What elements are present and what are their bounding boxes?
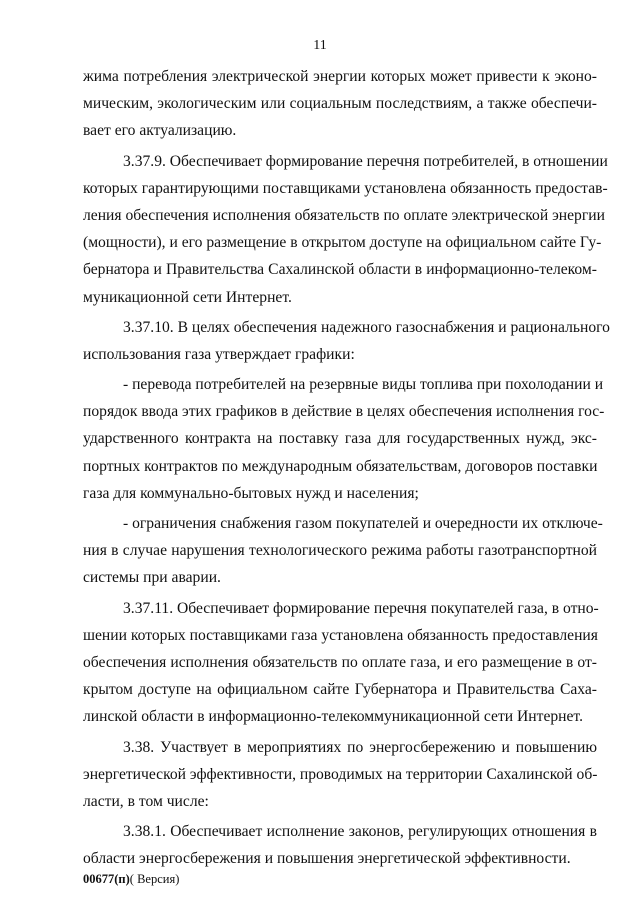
- document-version: ( Версия): [129, 872, 180, 886]
- page-number: 11: [313, 38, 327, 53]
- text-line: 3.38.1. Обеспечивает исполнение законов, регулирующих отношения в: [123, 823, 597, 841]
- paragraph: [83, 63, 597, 145]
- text-line: 3.38. Участвует в мероприятиях по энергосбережению и повышению: [123, 738, 597, 756]
- text-line: портных контрактов по международным обязательствам, договоров поставки: [83, 457, 598, 475]
- text-line: ласти, в том числе:: [83, 792, 209, 810]
- document-footer: [83, 872, 179, 887]
- text-line: газа для коммунально-бытовых нужд и населения;: [83, 484, 419, 502]
- text-line: 3.37.11. Обеспечивает формирование перечня покупателей газа, в отно-: [123, 599, 599, 617]
- text-line: ния в случае нарушения технологического режима работы газотранспортной: [83, 542, 597, 560]
- text-line: которых гарантирующими поставщиками установлена обязанность предостав-: [83, 179, 608, 197]
- paragraph: [83, 314, 610, 368]
- text-line: - перевода потребителей на резервные виды топлива при похолодании и: [123, 376, 604, 394]
- text-line: 3.37.10. В целях обеспечения надежного газоснабжения и рационального: [123, 318, 610, 336]
- text-line: муникационной сети Интернет.: [83, 288, 292, 306]
- text-line: крытом доступе на официальном сайте Губернатора и Правительства Саха-: [83, 681, 597, 699]
- text-line: области энергосбережения и повышения энергетической эффективности.: [83, 850, 571, 868]
- paragraph: [83, 734, 597, 816]
- text-line: ления обеспечения исполнения обязательств по оплате электрической энергии: [83, 206, 605, 224]
- text-line: ударственного контракта на поставку газа для государственных нужд, экс-: [83, 430, 597, 448]
- text-line: жима потребления электрической энергии которых может привести к эконо-: [83, 68, 597, 85]
- paragraph: [83, 371, 605, 507]
- text-line: (мощности), и его размещение в открытом доступе на официальном сайте Гу-: [83, 234, 602, 252]
- text-line: использования газа утверждает графики:: [83, 345, 355, 363]
- paragraph: [83, 818, 597, 872]
- document-body: [83, 63, 610, 872]
- paragraph: [83, 595, 597, 731]
- text-line: шении которых поставщиками газа установлена обязанность предоставления: [83, 626, 598, 644]
- text-line: линской области в информационно-телекоммуникационной сети Интернет.: [83, 708, 583, 726]
- text-line: энергетической эффективности, проводимых на территории Сахалинской об-: [83, 765, 598, 783]
- paragraph: [83, 148, 608, 311]
- paragraph: [83, 510, 603, 592]
- document-code: 00677(п): [83, 872, 130, 886]
- text-line: мическим, экологическим или социальным последствиям, а также обеспечи-: [83, 95, 597, 113]
- text-line: бернатора и Правительства Сахалинской области в информационно-телеком-: [83, 261, 597, 279]
- text-line: системы при аварии.: [83, 569, 221, 587]
- text-line: вает его актуализацию.: [83, 122, 237, 140]
- text-line: - ограничения снабжения газом покупателей и очередности их отключе-: [123, 515, 603, 532]
- text-line: 3.37.9. Обеспечивает формирование перечня потребителей, в отношении: [123, 152, 608, 170]
- text-line: порядок ввода этих графиков в действие в целях обеспечения исполнения гос-: [83, 403, 605, 421]
- text-line: обеспечения исполнения обязательств по оплате газа, и его размещение в от-: [83, 653, 597, 671]
